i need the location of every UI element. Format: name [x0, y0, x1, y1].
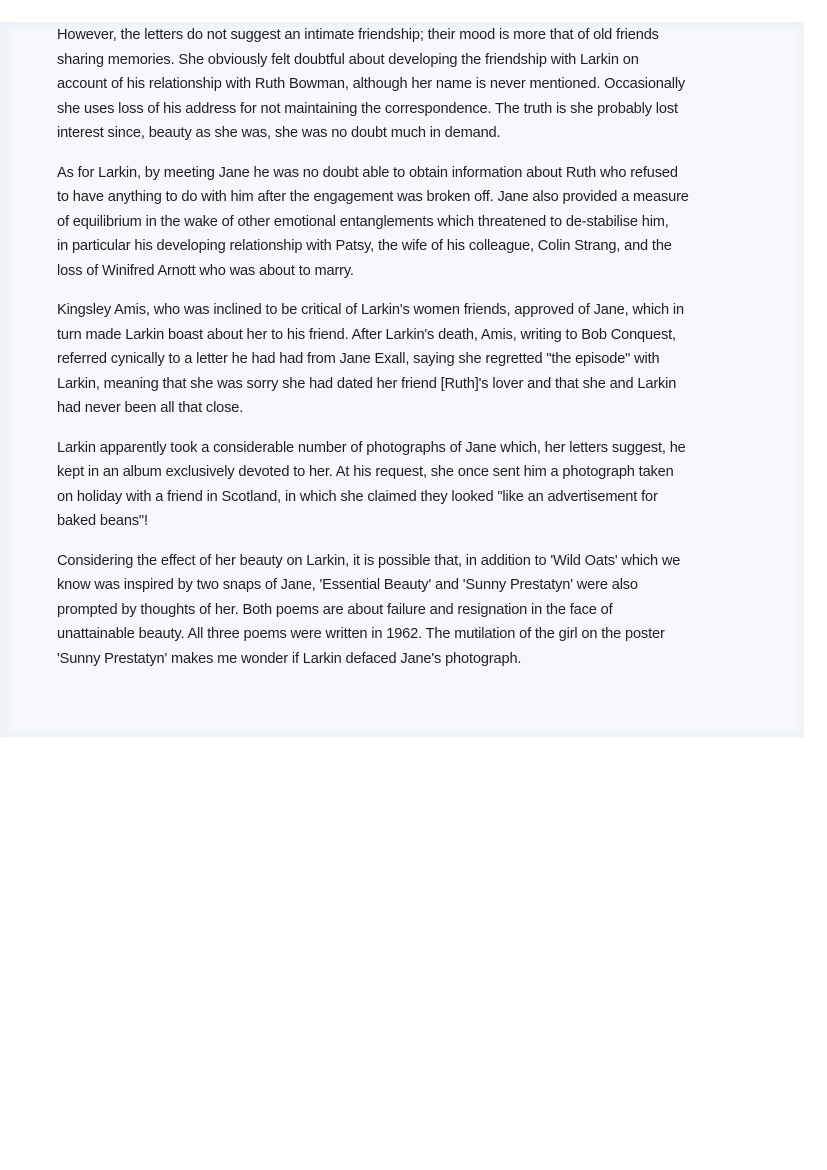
text-line: Kingsley Amis, who was inclined to be critical of Larkin's women friends, approved of Jane, which in — [57, 302, 684, 318]
text-line: interest since, beauty as she was, she was no doubt much in demand. — [57, 125, 501, 141]
paragraph-3 — [57, 298, 775, 421]
text-line: sharing memories. She obviously felt doubtful about developing the friendship with Larkin on — [57, 51, 639, 68]
text-line: on holiday with a friend in Scotland, in which she claimed they looked "like an advertisement for — [57, 488, 658, 505]
paragraph-2 — [57, 161, 775, 284]
text-line: had never been all that close. — [57, 400, 244, 416]
text-line: turn made Larkin boast about her to his friend. After Larkin's death, Amis, writing to Bob Conquest, — [57, 326, 676, 343]
text-line: referred cynically to a letter he had had from Jane Exall, saying she regretted "the episode" with — [57, 351, 660, 367]
document-body — [57, 23, 775, 686]
text-line: 'Sunny Prestatyn' makes me wonder if Larkin defaced Jane's photograph. — [57, 650, 522, 667]
text-line: loss of Winifred Arnott who was about to marry. — [57, 262, 354, 279]
paragraph-1 — [57, 23, 775, 146]
text-line: unattainable beauty. All three poems were written in 1962. The mutilation of the girl on the poster — [57, 626, 665, 642]
text-line: to have anything to do with him after the engagement was broken off. Jane also provided a measure — [57, 189, 689, 205]
text-line: Larkin, meaning that she was sorry she had dated her friend [Ruth]'s lover and that she and Larkin — [57, 375, 677, 392]
text-line: in particular his developing relationship with Patsy, the wife of his colleague, Colin Strang, and the — [57, 238, 672, 254]
text-line: Considering the effect of her beauty on Larkin, it is possible that, in addition to 'Wild Oats' which we — [57, 552, 681, 569]
text-line: As for Larkin, by meeting Jane he was no doubt able to obtain information about Ruth who refused — [57, 164, 678, 181]
text-line: Larkin apparently took a considerable number of photographs of Jane which, her letters suggest, he — [57, 439, 686, 456]
text-line: baked beans"! — [57, 513, 148, 529]
text-line: kept in an album exclusively devoted to her. At his request, she once sent him a photograph taken — [57, 464, 674, 480]
text-line: prompted by thoughts of her. Both poems are about failure and resignation in the face of — [57, 601, 613, 618]
text-line: know was inspired by two snaps of Jane, 'Essential Beauty' and 'Sunny Prestatyn' were also — [57, 577, 638, 593]
text-line: account of his relationship with Ruth Bowman, although her name is never mentioned. Occasionally — [57, 76, 686, 92]
text-line: However, the letters do not suggest an intimate friendship; their mood is more that of old friends — [57, 27, 659, 43]
paragraph-5 — [57, 549, 775, 672]
paragraph-4 — [57, 436, 775, 534]
text-line: of equilibrium in the wake of other emotional entanglements which threatened to de-stabilise him, — [57, 213, 669, 230]
text-line: she uses loss of his address for not maintaining the correspondence. The truth is she probably lost — [57, 100, 678, 117]
